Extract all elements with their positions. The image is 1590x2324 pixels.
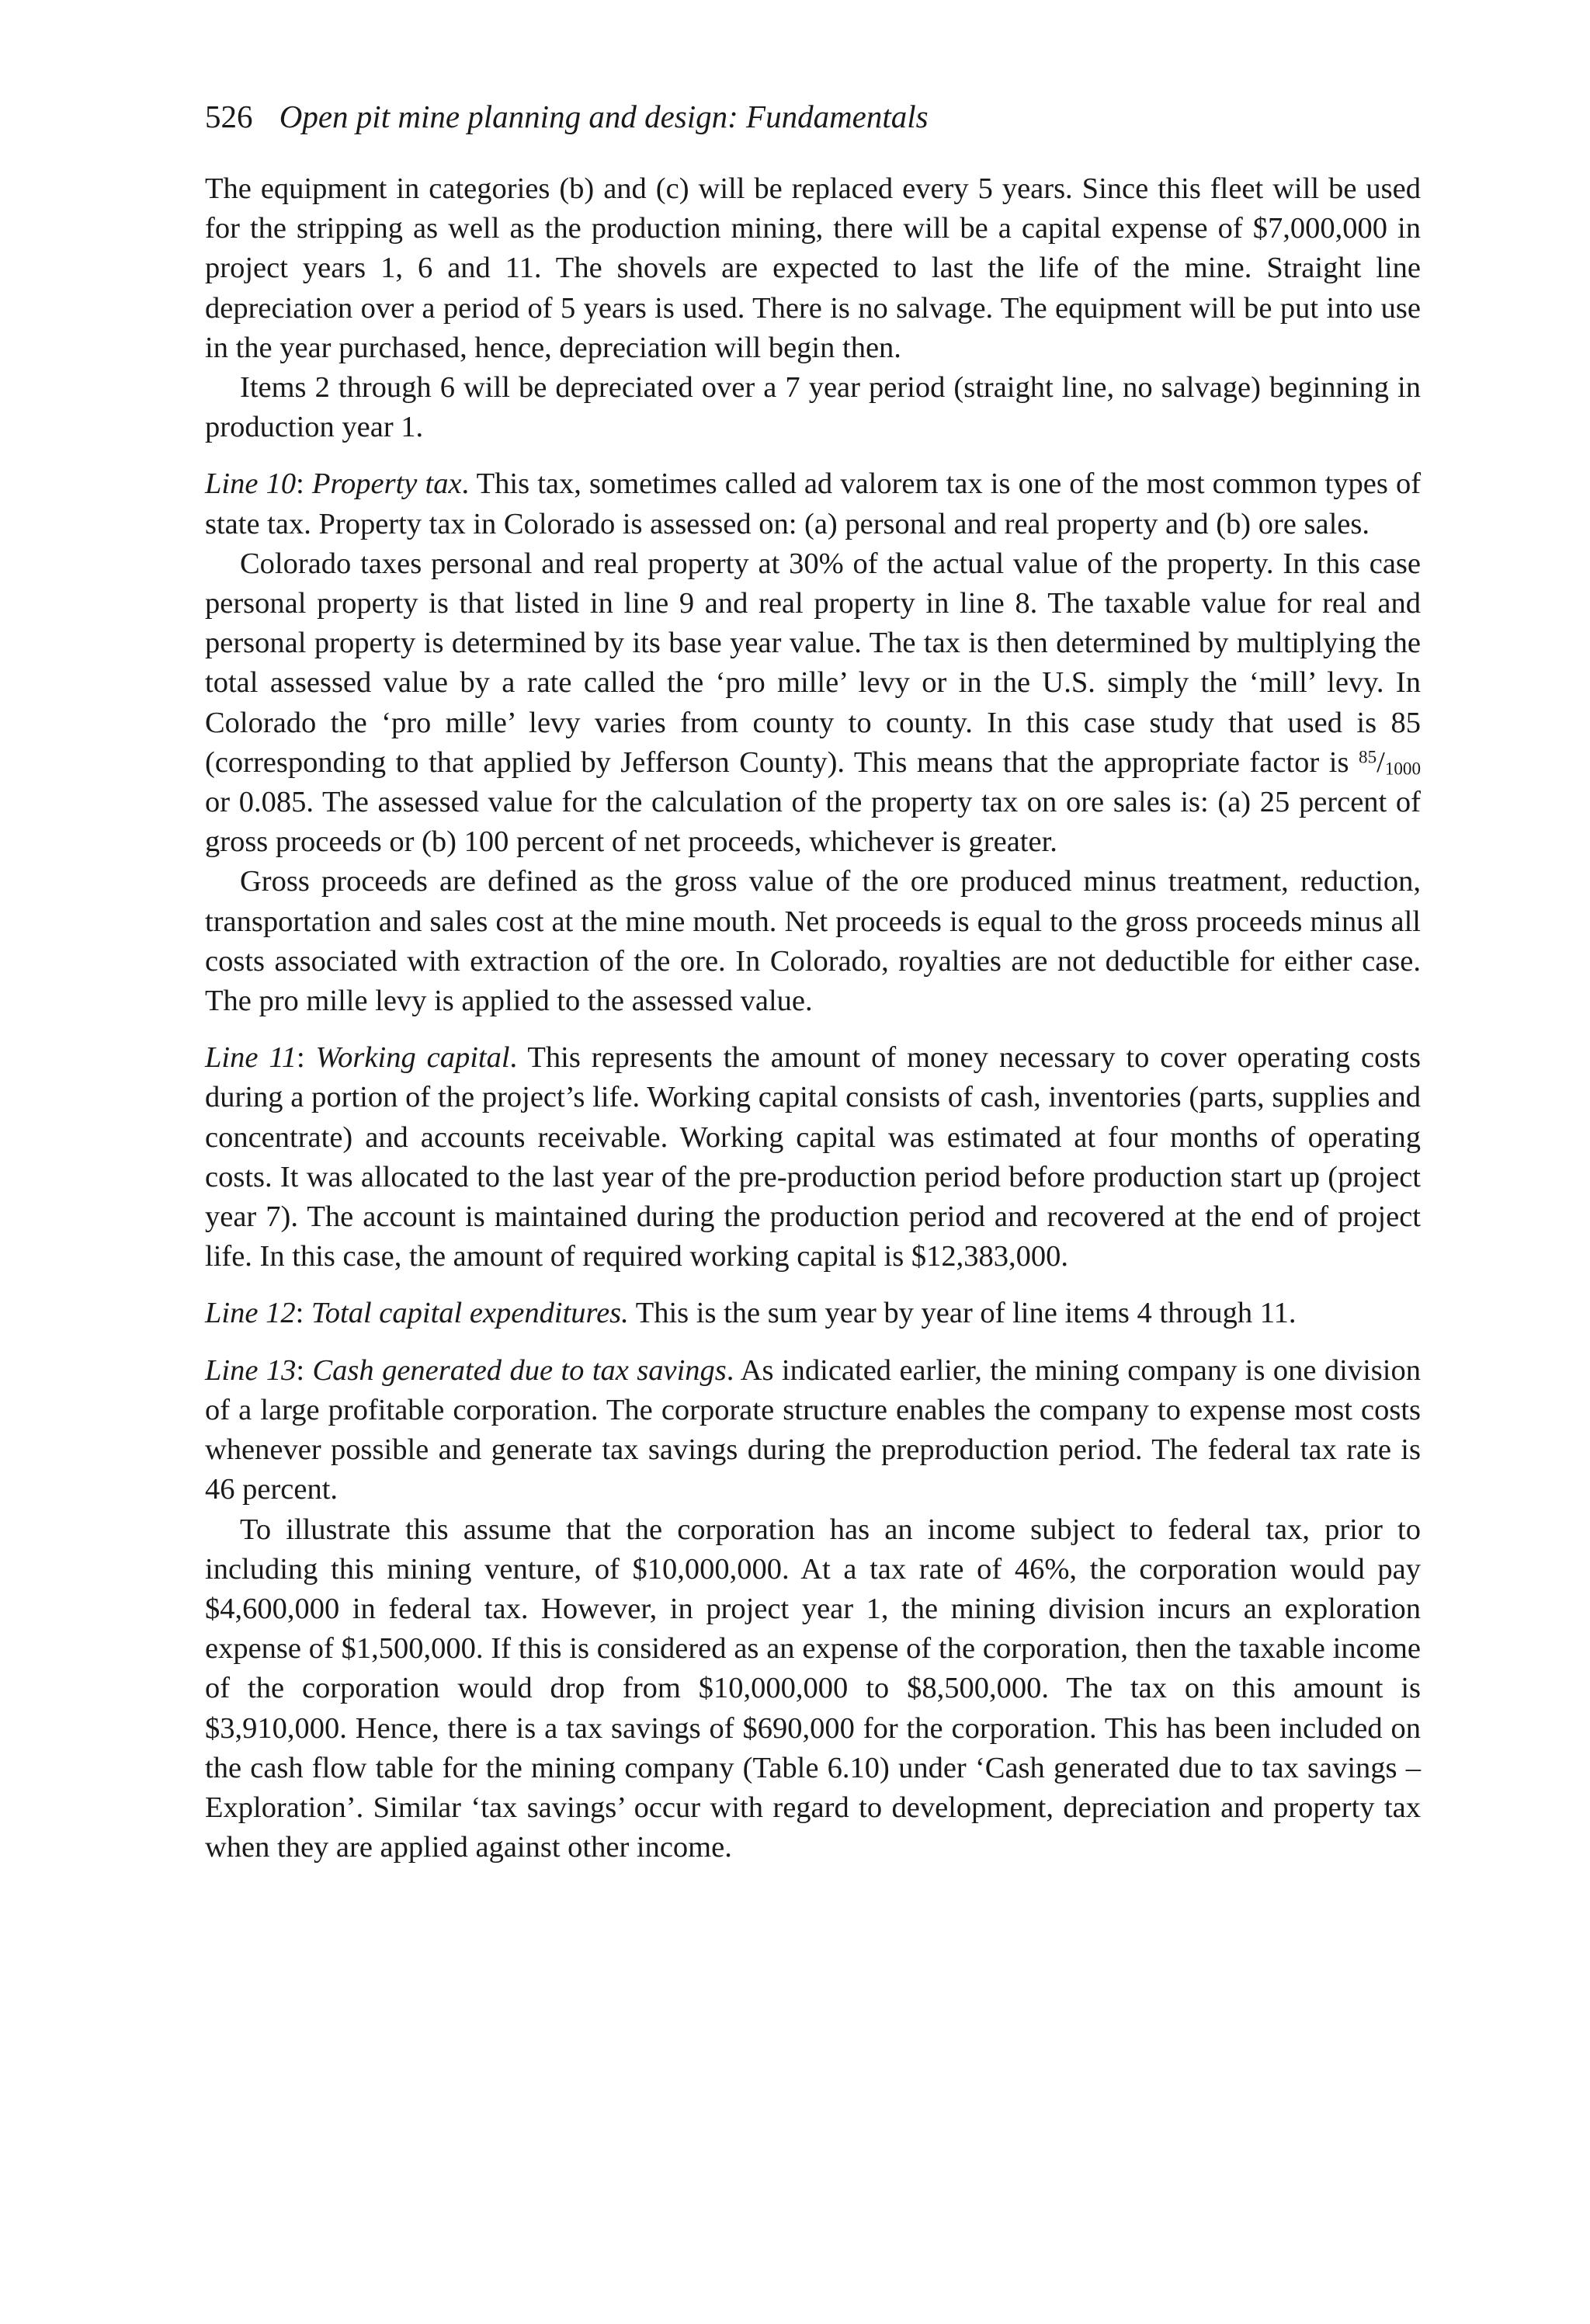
paragraph-line-13: Line 13: Cash generated due to tax savings. As indicated earlier, the mining company is one division of a large profitable corporation. The corporate structure enables the company to expense most costs whenever possible and generate tax savings during the preproduction period. The federal tax rate is 46 percent. xyxy=(205,1353,1421,1506)
line-title: Property tax xyxy=(311,467,462,501)
paragraph-line-10: Line 10: Property tax. This tax, sometimes called ad valorem tax is one of the most common types of state tax. Property tax in Colorado is assessed on: (a) personal and real property and (b) ore sales. xyxy=(205,467,1422,540)
paragraph-line-11: Line 11: Working capital. This represents the amount of money necessary to cover operating costs during a portion of the project’s life. Working capital consists of cash, inventories (parts, supplies and concentrate) and accounts receivable. Working capital was estimated at four months of operating costs. It was allocated to the last year of the pre-production period before production start up (project year 7). The account is maintained during the production period and recovered at the end of project life. In this case, the amount of required working capital is $12,383,000. xyxy=(205,1041,1421,1273)
line-label: Line 12 xyxy=(205,1297,296,1330)
running-head xyxy=(205,92,1421,141)
line-label: Line 10 xyxy=(205,467,297,501)
book-title: Open pit mine planning and design: Fundamentals xyxy=(279,99,929,134)
paragraph-equipment-replacement: The equipment in categories (b) and (c) will be replaced every 5 years. Since this fleet will be used for the stripping as well as the production mining, there will be a capital expense of $7,000,000 in project years 1, 6 and 11. The shovels are expected to last the life of the mine. Straight line depreciation over a period of 5 years is used. There is no salvage. The equipment will be put into use in the year purchased, hence, depreciation will begin then. xyxy=(205,172,1421,364)
book-subtitle: : Fundamentals xyxy=(727,99,929,134)
line-text: This is the sum year by year of line items 4 through 11. xyxy=(628,1297,1297,1330)
paragraph-line-12: Line 12: Total capital expenditures. This is the sum year by year of line items 4 through 11. xyxy=(205,1297,1297,1330)
paragraph-items-depreciation: Items 2 through 6 will be depreciated over a 7 year period (straight line, no salvage) beginning in production year 1. xyxy=(205,371,1421,444)
page-number: 526 xyxy=(205,99,253,134)
line-text: . This tax, sometimes called ad valorem tax is one of the most common types of state tax. Property tax in Colorado is assessed on: (a) personal and real property and (b) ore sales. xyxy=(205,467,1422,540)
paragraph-tax-savings-example: To illustrate this assume that the corporation has an income subject to federal tax, prior to including this mining venture, of $10,000,000. At a tax rate of 46%, the corporation would pay $4,600,000 in federal tax. However, in project year 1, the mining division incurs an exploration expense of $1,500,000. If this is considered as an expense of the corporation, then the taxable income of the corporation would drop from $10,000,000 to $8,500,000. The tax on this amount is $3,910,000. Hence, there is a tax savings of $690,000 for the corporation. This has been included on the cash flow table for the mining company (Table 6.10) under ‘Cash generated due to tax savings – Exploration’. Similar ‘tax savings’ occur with regard to development, depreciation and property tax when they are applied against other income. xyxy=(205,1513,1421,1864)
paragraph-gross-proceeds: Gross proceeds are defined as the gross value of the ore produced minus treatment, reduction, transportation and sales cost at the mine mouth. Net proceeds is equal to the gross proceeds minus all costs associated with extraction of the ore. In Colorado, royalties are not deductible for either case. The pro mille levy is applied to the assessed value. xyxy=(205,865,1421,1018)
line-text: . This represents the amount of money necessary to cover operating costs during a portion of the project’s life. Working capital consists of cash, inventories (parts, supplies and concentrate) and accounts receivable. Working capital was estimated at four months of operating costs. It was allocated to the last year of the pre-production period before production start up (project year 7). The account is maintained during the production period and recovered at the end of project life. In this case, the amount of required working capital is $12,383,000. xyxy=(205,1041,1421,1273)
line-label: Line 11 xyxy=(205,1041,297,1075)
line-title: Total capital expenditures. xyxy=(311,1297,629,1330)
page xyxy=(205,92,1421,1867)
line-title: Cash generated due to tax savings xyxy=(312,1353,727,1387)
line-title: Working capital xyxy=(315,1041,510,1075)
line-label: Line 13 xyxy=(205,1353,297,1387)
body-text xyxy=(205,169,1421,1867)
line-text: . As indicated earlier, the mining company is one division of a large profitable corporation. The corporate structure enables the company to expense most costs whenever possible and generate tax savings during the preproduction period. The federal tax rate is 46 percent. xyxy=(205,1353,1421,1506)
fraction-85-per-1000: $^{85}/_{1000}$ xyxy=(1359,745,1421,779)
paragraph-colorado-property-tax: Colorado taxes personal and real property at 30% of the actual value of the property. In this case personal property is that listed in line 9 and real property in line 8. The taxable value for real and personal property is determined by its base year value. The tax is then determined by multiplying the total assessed value by a rate called the ‘pro mille’ levy or in the U.S. simply the ‘mill’ levy. In Colorado the ‘pro mille’ levy varies from county to county. In this case study that used is 85 (corresponding to that applied by Jefferson County). This means that the appropriate factor is $^{85}/_{1000}$ or 0.085. The assessed value for the calculation of the property tax on ore sales is: (a) 25 percent of gross proceeds or (b) 100 percent of net proceeds, whichever is greater. xyxy=(205,547,1421,859)
